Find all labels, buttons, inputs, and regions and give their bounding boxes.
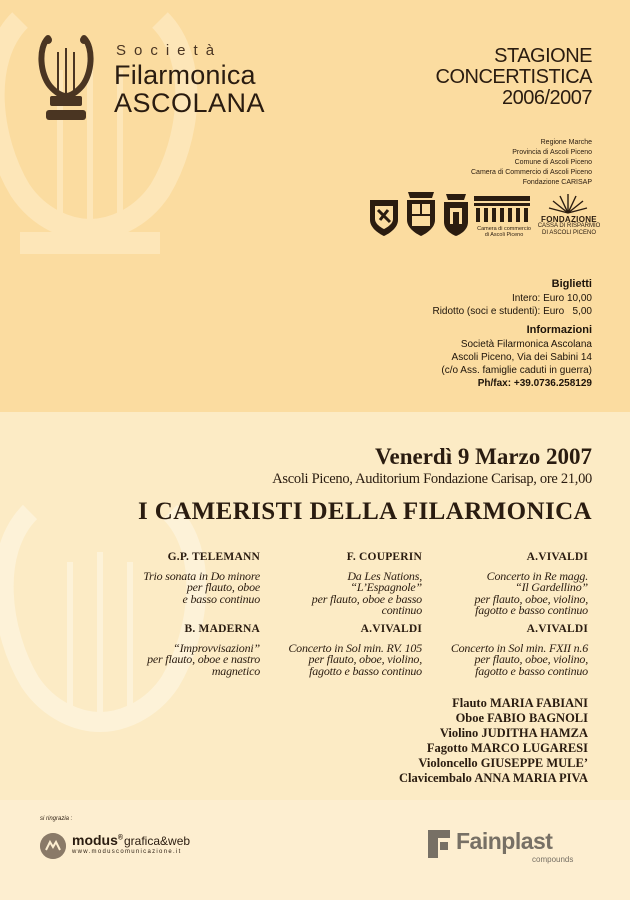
sponsor-item: Provincia di Ascoli Piceno (512, 149, 592, 156)
sponsor-item: Camera di Commercio di Ascoli Piceno (471, 169, 592, 176)
composer-name: G.P. TELEMANN (167, 551, 260, 563)
modus-name (72, 832, 123, 848)
performers-list (399, 696, 588, 786)
composer-name: B. MADERNA (184, 623, 260, 635)
fondazione-sun-icon (548, 192, 588, 214)
performer: Fagotto MARCO LUGARESI (426, 741, 588, 755)
work-line: fagotto e basso continuo (475, 603, 588, 617)
work-line: fagotto e basso continuo (309, 663, 422, 678)
camera-caption-line: di Ascoli Piceno (484, 232, 524, 238)
lyre-icon (36, 34, 96, 124)
performer: Violoncello GIUSEPPE MULE’ (418, 756, 588, 770)
fainplast-name: Fainplast (456, 828, 553, 854)
brand-filarmonica: Filarmonica (114, 60, 256, 90)
sponsor-item: Fondazione CARISAP (522, 179, 592, 186)
work-line: Concerto in Sol min. RV. 105 (288, 640, 422, 655)
work-line: Trio sonata in Do minore (143, 568, 260, 583)
work-line: per flauto, oboe e basso (311, 591, 422, 606)
work-line: per flauto, oboe, violino, (308, 652, 422, 666)
season-line: STAGIONE (494, 45, 592, 67)
provincia-crest-icon (404, 190, 438, 238)
comune-crest-icon (442, 192, 470, 238)
work-line: Da Les Nations, (347, 568, 422, 583)
work-line: per flauto, oboe, violino, (474, 652, 588, 666)
brand-ascolana: ASCOLANA (114, 88, 266, 118)
info-heading: Informazioni (526, 324, 592, 336)
fainplast-logo-icon (424, 826, 454, 862)
composer-name: A.VIVALDI (526, 623, 588, 635)
thanks-label: si ringrazia : (40, 816, 73, 822)
concert-date: Venerdì 9 Marzo 2007 (375, 444, 592, 469)
tickets-block (432, 278, 592, 318)
season-years: 2006/2007 (501, 87, 592, 109)
fondazione-line: DI ASCOLI PICENO (541, 230, 596, 236)
brand-societa: Società (116, 42, 223, 59)
modus-url: www.moduscomunicazione.it (72, 849, 182, 855)
performer: Oboe FABIO BAGNOLI (455, 711, 588, 725)
concert-venue: Ascoli Piceno, Auditorium Fondazione Carisap, ore 21,00 (272, 471, 592, 487)
fondazione-title: FONDAZIONE (541, 215, 597, 224)
sponsor-item: Regione Marche (540, 139, 592, 146)
composer-name: A.VIVALDI (526, 551, 588, 563)
sponsor-item: Comune di Ascoli Piceno (514, 159, 592, 166)
program-item (475, 552, 588, 617)
performer: Clavicembalo ANNA MARIA PIVA (398, 771, 588, 785)
modus-logo-icon (40, 833, 66, 859)
work-line: e basso continuo (182, 591, 260, 606)
ensemble-title: I CAMERISTI DELLA FILARMONICA (137, 498, 592, 525)
ticket-reduced-price: Ridotto (soci e studenti): Euro 5,00 (432, 306, 592, 317)
performer: Violino JUDITHA HAMZA (439, 726, 588, 740)
camera-commercio-building-icon (474, 196, 530, 224)
program-item (451, 624, 588, 677)
work-line: “Improvvisazioni” (173, 640, 260, 655)
camera-caption-line: Camera di commercio (477, 226, 531, 232)
work-line: per flauto, oboe e nastro (147, 652, 260, 666)
fondazione-logo-text (533, 216, 605, 237)
work-line: per flauto, oboe (186, 580, 260, 594)
modus-registered-mark: ® (117, 834, 124, 842)
work-line: per flauto, oboe, violino, (474, 591, 588, 606)
info-phone: Ph/fax: +39.0736.258129 (477, 378, 592, 389)
work-line: magnetico (211, 663, 260, 678)
sponsor-list (471, 138, 592, 188)
work-line: “L’Espagnole” (350, 580, 422, 594)
work-line: continuo (381, 603, 422, 617)
season-title (436, 46, 592, 109)
modus-tagline: grafica&web (124, 834, 191, 848)
work-line: Concerto in Re magg. (486, 568, 588, 583)
work-line: “Il Gardellino” (515, 580, 588, 594)
composer-name: A.VIVALDI (360, 623, 422, 635)
fondazione-line: CASSA DI RISPARMIO (537, 223, 601, 229)
info-block (441, 324, 592, 390)
info-line: Società Filarmonica Ascolana (460, 339, 592, 350)
performer: Flauto MARIA FABIANI (452, 696, 588, 710)
work-line: fagotto e basso continuo (475, 663, 588, 678)
fainplast-subtitle: compounds (532, 855, 574, 864)
modus-name-text: modus (72, 832, 118, 848)
program-item (312, 552, 422, 617)
regione-marche-crest-icon (368, 198, 400, 238)
ticket-full-price: Intero: Euro 10,00 (511, 293, 592, 304)
info-line: Ascoli Piceno, Via dei Sabini 14 (451, 352, 592, 363)
work-line: Concerto in Sol min. FXII n.6 (450, 640, 588, 655)
season-line: CONCERTISTICA (435, 66, 592, 88)
program-item (143, 552, 260, 605)
program-item (147, 624, 260, 677)
program-item (288, 624, 422, 677)
composer-name: F. COUPERIN (346, 551, 422, 563)
info-line: (c/o Ass. famiglie caduti in guerra) (441, 365, 592, 376)
camera-caption (474, 226, 534, 238)
tickets-heading: Biglietti (551, 278, 592, 290)
